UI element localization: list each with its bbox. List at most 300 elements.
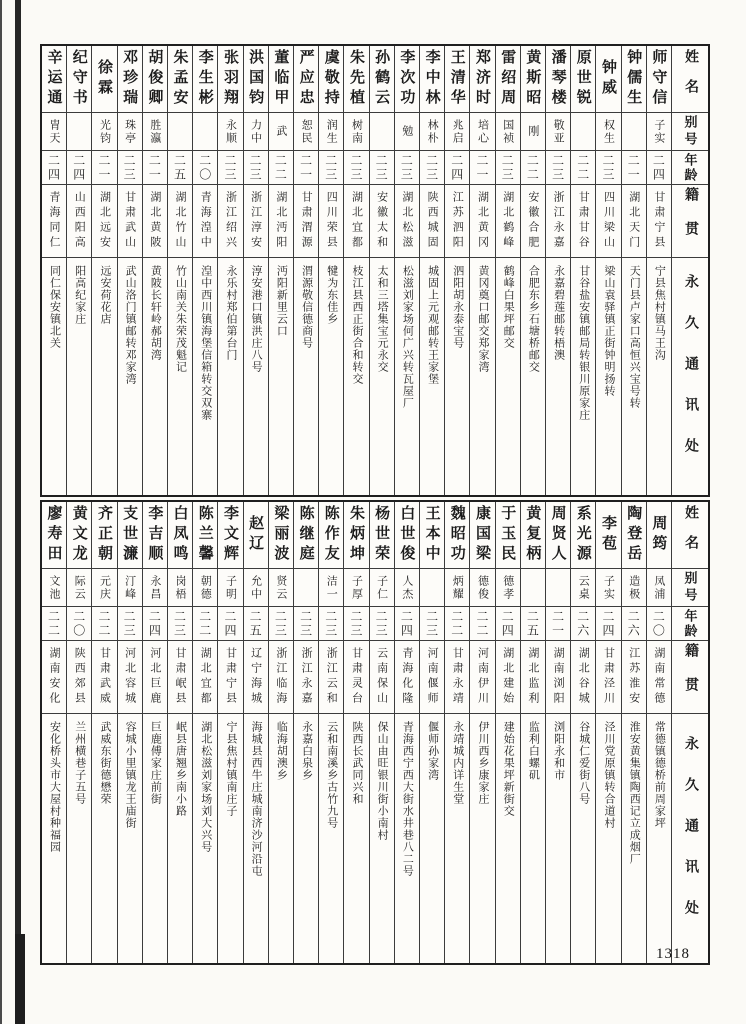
person-name: 洪国钧	[244, 46, 268, 113]
person-native: 山西阳高	[67, 185, 91, 258]
person-name: 支世濂	[118, 502, 142, 569]
person-alias: 凤浦	[647, 569, 671, 607]
person-alias: 国祯	[496, 113, 520, 151]
person-column	[42, 46, 66, 495]
person-alias: 永昌	[143, 569, 167, 607]
person-native: 湖北建始	[496, 641, 520, 714]
person-age: 二二	[269, 151, 293, 185]
person-address: 巨鹿傅家庄前街	[149, 721, 162, 805]
person-address: 临海胡澳乡	[275, 721, 288, 781]
person-native: 湖北谷城	[571, 641, 595, 714]
person-name: 张羽翔	[218, 46, 242, 113]
person-address: 常德镇德桥前周家坪	[653, 721, 666, 829]
person-name: 李吉顺	[143, 502, 167, 569]
person-alias: 力中	[244, 113, 268, 151]
person-alias: 林朴	[420, 113, 444, 151]
person-column	[621, 46, 646, 495]
person-age: 二三	[294, 607, 318, 641]
person-native: 河南伊川	[470, 641, 494, 714]
person-name: 康国梁	[470, 502, 494, 569]
person-native: 甘肃武山	[118, 185, 142, 258]
person-alias	[370, 113, 394, 151]
person-native: 甘肃宁县	[647, 185, 671, 258]
header-native-label: 籍贯	[672, 185, 708, 258]
person-name: 纪守书	[67, 46, 91, 113]
person-name: 钟威	[596, 46, 620, 113]
person-alias: 珠亭	[118, 113, 142, 151]
person-name: 杨世荣	[370, 502, 394, 569]
person-address: 安化桥头市大屋村种福园	[48, 721, 61, 853]
person-age: 二一	[143, 151, 167, 185]
person-name: 孙鹤云	[370, 46, 394, 113]
person-alias	[571, 113, 595, 151]
person-name: 于玉民	[496, 502, 520, 569]
person-name: 李次功	[395, 46, 419, 113]
person-age: 二五	[244, 607, 268, 641]
person-column	[469, 502, 494, 963]
person-native: 青海湟中	[193, 185, 217, 258]
person-name: 梁丽波	[269, 502, 293, 569]
person-alias: 汀峰	[118, 569, 142, 607]
person-address: 保山由旺银川街小南村	[376, 721, 389, 841]
person-alias: 光钧	[92, 113, 116, 151]
person-native: 辽宁海城	[244, 641, 268, 714]
person-alias: 永顺	[218, 113, 242, 151]
person-address: 城固上元观邮转王家堡	[426, 265, 439, 385]
person-address: 甘谷盐安镇邮局转银川原家庄	[577, 265, 590, 421]
header-address-label: 永久通讯处	[683, 274, 698, 479]
person-native: 甘肃泾川	[596, 641, 620, 714]
person-name: 虞敬持	[319, 46, 343, 113]
person-name: 钟儒生	[622, 46, 646, 113]
person-alias: 子厚	[344, 569, 368, 607]
person-age: 二二	[42, 607, 66, 641]
person-name: 陈继庭	[294, 502, 318, 569]
person-name: 赵辽	[244, 502, 268, 569]
person-age: 二四	[445, 151, 469, 185]
person-column	[117, 502, 142, 963]
directory-table-bottom	[40, 500, 710, 965]
person-address: 泾川党原镇转合道村	[603, 721, 615, 829]
person-native: 湖北松滋	[395, 185, 419, 258]
person-age: 二三	[319, 151, 343, 185]
directory-table-top	[40, 44, 710, 497]
scan-edge-artifact	[15, 0, 21, 1024]
person-column	[66, 502, 91, 963]
person-age: 二四	[218, 607, 242, 641]
person-column	[91, 46, 116, 495]
person-column	[293, 46, 318, 495]
person-column	[91, 502, 116, 963]
person-alias: 洁一	[319, 569, 343, 607]
table-header-column	[671, 502, 708, 963]
person-address: 监利白螺矶	[527, 721, 540, 781]
person-age: 二三	[344, 151, 368, 185]
person-address: 偃师孙家湾	[426, 721, 439, 781]
person-column	[343, 46, 368, 495]
person-age: 二〇	[647, 607, 671, 641]
header-alias-label: 别号	[672, 569, 708, 607]
person-address: 岷县唐翘乡南小路	[174, 721, 187, 817]
person-name: 黄复柄	[521, 502, 545, 569]
person-address: 泗阳胡永泰宝号	[451, 265, 464, 349]
person-age: 二三	[168, 607, 192, 641]
person-address: 湖北松滋刘家场刘大兴号	[199, 721, 212, 853]
person-address: 鹤峰白果坪邮交	[502, 265, 515, 349]
person-native: 湖北宜都	[344, 185, 368, 258]
person-address: 云和南溪乡古竹九号	[325, 721, 338, 829]
directory-table-bottom-grid	[40, 500, 710, 965]
person-name: 雷绍周	[496, 46, 520, 113]
person-address: 永嘉白泉乡	[300, 721, 313, 781]
person-address: 沔阳新里云口	[275, 265, 288, 337]
person-native: 陕西城固	[420, 185, 444, 258]
person-age: 二三	[344, 607, 368, 641]
person-name: 陶登岳	[622, 502, 646, 569]
person-alias: 润生	[319, 113, 343, 151]
person-age: 二四	[596, 607, 620, 641]
person-column	[394, 46, 419, 495]
person-column	[646, 46, 671, 495]
person-native: 浙江永嘉	[546, 185, 570, 258]
person-native: 浙江绍兴	[218, 185, 242, 258]
person-name: 辛运通	[42, 46, 66, 113]
person-alias: 德俊	[470, 569, 494, 607]
person-name: 王清华	[445, 46, 469, 113]
person-native: 安徽太和	[370, 185, 394, 258]
person-age: 二四	[395, 607, 419, 641]
person-age: 二三	[269, 607, 293, 641]
person-column	[369, 46, 394, 495]
person-address: 建始花果坪新街交	[502, 721, 515, 817]
person-native: 四川荣县	[319, 185, 343, 258]
person-name: 李生彬	[193, 46, 217, 113]
person-alias	[67, 113, 91, 151]
person-native: 河北容城	[118, 641, 142, 714]
person-column	[142, 46, 167, 495]
person-alias: 子明	[218, 569, 242, 607]
person-column	[243, 46, 268, 495]
person-native: 浙江临海	[269, 641, 293, 714]
person-alias: 际云	[67, 569, 91, 607]
person-native: 甘肃甘谷	[571, 185, 595, 258]
person-column	[192, 502, 217, 963]
person-alias: 人杰	[395, 569, 419, 607]
person-address: 谷城仁爱街八号	[577, 721, 590, 805]
person-column	[167, 46, 192, 495]
person-alias	[420, 569, 444, 607]
person-native: 四川梁山	[596, 185, 620, 258]
person-column	[495, 46, 520, 495]
person-age: 二三	[118, 151, 142, 185]
person-address: 武山洛门镇邮转邓家湾	[124, 265, 137, 385]
person-age: 二四	[647, 151, 671, 185]
person-column	[268, 502, 293, 963]
person-native: 浙江淳安	[244, 185, 268, 258]
person-native: 湖南浏阳	[546, 641, 570, 714]
person-column	[646, 502, 671, 963]
person-name: 严应忠	[294, 46, 318, 113]
person-native: 湖北沔阳	[269, 185, 293, 258]
person-age: 二六	[571, 607, 595, 641]
person-address: 淮安黄集镇陶西记立成烟厂	[628, 721, 641, 865]
person-name: 原世锐	[571, 46, 595, 113]
person-native: 湖南安化	[42, 641, 66, 714]
person-alias: 子仁	[370, 569, 394, 607]
page-number: 1318	[656, 946, 690, 962]
person-alias: 炳耀	[445, 569, 469, 607]
person-name: 李中林	[420, 46, 444, 113]
person-address: 黄冈奠口邮交郑家湾	[476, 265, 489, 373]
person-address: 宁县焦村镇南庄子	[224, 721, 237, 817]
person-alias: 刚	[521, 113, 545, 151]
person-column	[570, 46, 595, 495]
person-age: 二三	[370, 151, 394, 185]
person-column	[520, 502, 545, 963]
person-native: 甘肃渭源	[294, 185, 318, 258]
person-alias: 胜瀛	[143, 113, 167, 151]
person-column	[243, 502, 268, 963]
person-alias: 武	[269, 113, 293, 151]
person-alias: 元庆	[92, 569, 116, 607]
person-name: 陈作友	[319, 502, 343, 569]
person-alias: 树南	[344, 113, 368, 151]
person-name: 朱炳坤	[344, 502, 368, 569]
person-age: 二二	[445, 607, 469, 641]
person-address: 天门县卢家口高恒兴宝号转	[628, 265, 641, 409]
person-column	[520, 46, 545, 495]
person-address: 宁县焦村镇马王沟	[653, 265, 666, 361]
person-column	[621, 502, 646, 963]
person-name: 黄文龙	[67, 502, 91, 569]
person-native: 甘肃武威	[92, 641, 116, 714]
person-name: 李苞	[596, 502, 620, 569]
person-column	[217, 502, 242, 963]
person-native: 甘肃岷县	[168, 641, 192, 714]
person-alias: 兆启	[445, 113, 469, 151]
person-age: 二〇	[193, 151, 217, 185]
header-alias-label: 别号	[672, 113, 708, 151]
person-alias: 子实	[596, 569, 620, 607]
person-column	[595, 46, 620, 495]
person-age: 二三	[496, 151, 520, 185]
person-native: 江苏淮安	[622, 641, 646, 714]
person-age: 二五	[521, 607, 545, 641]
person-name: 徐霖	[92, 46, 116, 113]
person-name: 白凤鸣	[168, 502, 192, 569]
person-alias	[622, 113, 646, 151]
person-column	[545, 46, 570, 495]
person-native: 甘肃灵台	[344, 641, 368, 714]
person-column	[444, 502, 469, 963]
person-address: 松滋刘家场何广兴转瓦屋厂	[401, 265, 414, 409]
person-name: 陈兰馨	[193, 502, 217, 569]
person-alias: 胄天	[42, 113, 66, 151]
person-age: 二二	[470, 607, 494, 641]
person-name: 师守信	[647, 46, 671, 113]
person-native: 湖南常德	[647, 641, 671, 714]
person-name: 白世俊	[395, 502, 419, 569]
person-alias	[294, 569, 318, 607]
person-column	[167, 502, 192, 963]
person-address: 犍为东佳乡	[325, 265, 338, 325]
person-address: 阳高纪家庄	[73, 265, 86, 325]
person-age: 二〇	[67, 607, 91, 641]
person-alias: 恕民	[294, 113, 318, 151]
person-column	[595, 502, 620, 963]
person-column	[293, 502, 318, 963]
person-alias: 贤云	[269, 569, 293, 607]
person-age: 二三	[118, 607, 142, 641]
person-alias: 德孝	[496, 569, 520, 607]
person-native: 陕西郊县	[67, 641, 91, 714]
person-column	[570, 502, 595, 963]
person-name: 胡俊卿	[143, 46, 167, 113]
person-age: 二四	[496, 607, 520, 641]
person-name: 周筠	[647, 502, 671, 569]
person-address: 浏阳永和市	[552, 721, 565, 781]
person-address: 竹山南关朱荣茂魁记	[174, 265, 187, 373]
person-name: 魏昭功	[445, 502, 469, 569]
person-column	[66, 46, 91, 495]
person-native: 河南偃师	[420, 641, 444, 714]
person-age: 二三	[420, 607, 444, 641]
person-age: 二二	[193, 607, 217, 641]
person-address: 武威东街德懋荣	[98, 721, 111, 805]
person-alias: 云桌	[571, 569, 595, 607]
person-alias	[546, 569, 570, 607]
person-name: 朱先植	[344, 46, 368, 113]
person-age: 二四	[143, 607, 167, 641]
header-age-label: 年龄	[672, 151, 708, 185]
person-name: 邓珍瑞	[118, 46, 142, 113]
header-native-label: 籍贯	[672, 641, 708, 714]
person-age: 二四	[67, 151, 91, 185]
person-column	[444, 46, 469, 495]
person-address: 青海西宁西大街水井巷八二号	[401, 721, 414, 877]
person-name: 廖寿田	[42, 502, 66, 569]
person-age: 二三	[319, 607, 343, 641]
person-column	[369, 502, 394, 963]
header-name-label: 姓名	[672, 502, 708, 569]
person-name: 朱孟安	[168, 46, 192, 113]
person-native: 青海同仁	[42, 185, 66, 258]
person-native: 湖北竹山	[168, 185, 192, 258]
person-alias: 敬亚	[546, 113, 570, 151]
person-address: 梁山袁驿镇正街钟明扬转	[603, 265, 615, 397]
person-address: 永靖城内详生堂	[451, 721, 464, 805]
person-alias	[168, 113, 192, 151]
person-age: 二二	[571, 151, 595, 185]
person-name: 潘琴楼	[546, 46, 570, 113]
table-header-column	[671, 46, 708, 495]
person-native: 甘肃永靖	[445, 641, 469, 714]
scan-edge-artifact	[0, 0, 2, 1024]
person-column	[469, 46, 494, 495]
person-native: 湖北黄陂	[143, 185, 167, 258]
person-native: 江苏泗阳	[445, 185, 469, 258]
person-age: 二一	[470, 151, 494, 185]
person-column	[318, 502, 343, 963]
person-column	[394, 502, 419, 963]
person-address: 湟中西川镇海堡信箱转交双寨	[199, 265, 212, 421]
person-age: 二一	[546, 607, 570, 641]
person-address: 陕西长武同兴和	[350, 721, 363, 805]
person-column	[217, 46, 242, 495]
person-native: 湖北鹤峰	[496, 185, 520, 258]
person-column	[42, 502, 66, 963]
person-address: 同仁保安镇北关	[48, 265, 61, 349]
person-age: 二三	[395, 151, 419, 185]
person-column	[495, 502, 520, 963]
person-column	[343, 502, 368, 963]
person-native: 安徽合肥	[521, 185, 545, 258]
person-name: 周贤人	[546, 502, 570, 569]
person-age: 二二	[92, 607, 116, 641]
person-column	[419, 502, 444, 963]
person-alias: 造极	[622, 569, 646, 607]
person-age: 二三	[420, 151, 444, 185]
person-age: 二三	[546, 151, 570, 185]
person-native: 湖北黄冈	[470, 185, 494, 258]
person-age: 二一	[92, 151, 116, 185]
person-address: 淳安港口镇洪庄八号	[250, 265, 263, 373]
person-address: 黄陂长轩岭郝胡湾	[149, 265, 162, 361]
person-column	[268, 46, 293, 495]
person-address: 容城小里镇龙王庙街	[124, 721, 137, 829]
header-age-label: 年龄	[672, 607, 708, 641]
person-age: 二一	[622, 151, 646, 185]
person-age: 二二	[521, 151, 545, 185]
person-native: 湖北宜都	[193, 641, 217, 714]
person-address: 枝江县西正街合和转交	[350, 265, 363, 385]
directory-table-top-grid	[40, 44, 710, 497]
person-column	[117, 46, 142, 495]
person-name: 齐正朝	[92, 502, 116, 569]
person-address: 远安荷花店	[98, 265, 111, 325]
person-native: 青海化隆	[395, 641, 419, 714]
person-column	[142, 502, 167, 963]
person-alias	[193, 113, 217, 151]
scan-smudge-artifact	[15, 934, 25, 1024]
person-address: 永乐村郑伯第台门	[224, 265, 237, 361]
person-name: 王本中	[420, 502, 444, 569]
person-age: 二三	[596, 151, 620, 185]
person-name: 系光源	[571, 502, 595, 569]
person-name: 黄斯昭	[521, 46, 545, 113]
person-native: 湖北天门	[622, 185, 646, 258]
person-address: 海城县西牛庄城南济沙河沿屯	[250, 721, 263, 877]
person-alias: 朝德	[193, 569, 217, 607]
person-name: 李文辉	[218, 502, 242, 569]
person-alias: 岗梧	[168, 569, 192, 607]
person-alias: 允中	[244, 569, 268, 607]
person-address: 永嘉碧莲邮转梧澳	[552, 265, 565, 361]
person-address: 合肥东乡石塘桥邮交	[527, 265, 540, 373]
person-native: 浙江云和	[319, 641, 343, 714]
person-alias: 培心	[470, 113, 494, 151]
person-column	[419, 46, 444, 495]
person-address: 兰州横巷子五号	[73, 721, 86, 805]
person-column	[192, 46, 217, 495]
person-age: 二一	[294, 151, 318, 185]
person-age: 二三	[244, 151, 268, 185]
person-address: 渭源敬信德商号	[300, 265, 313, 349]
person-alias	[521, 569, 545, 607]
person-native: 云南保山	[370, 641, 394, 714]
person-column	[318, 46, 343, 495]
person-address: 太和三塔集宝元永交	[376, 265, 389, 373]
